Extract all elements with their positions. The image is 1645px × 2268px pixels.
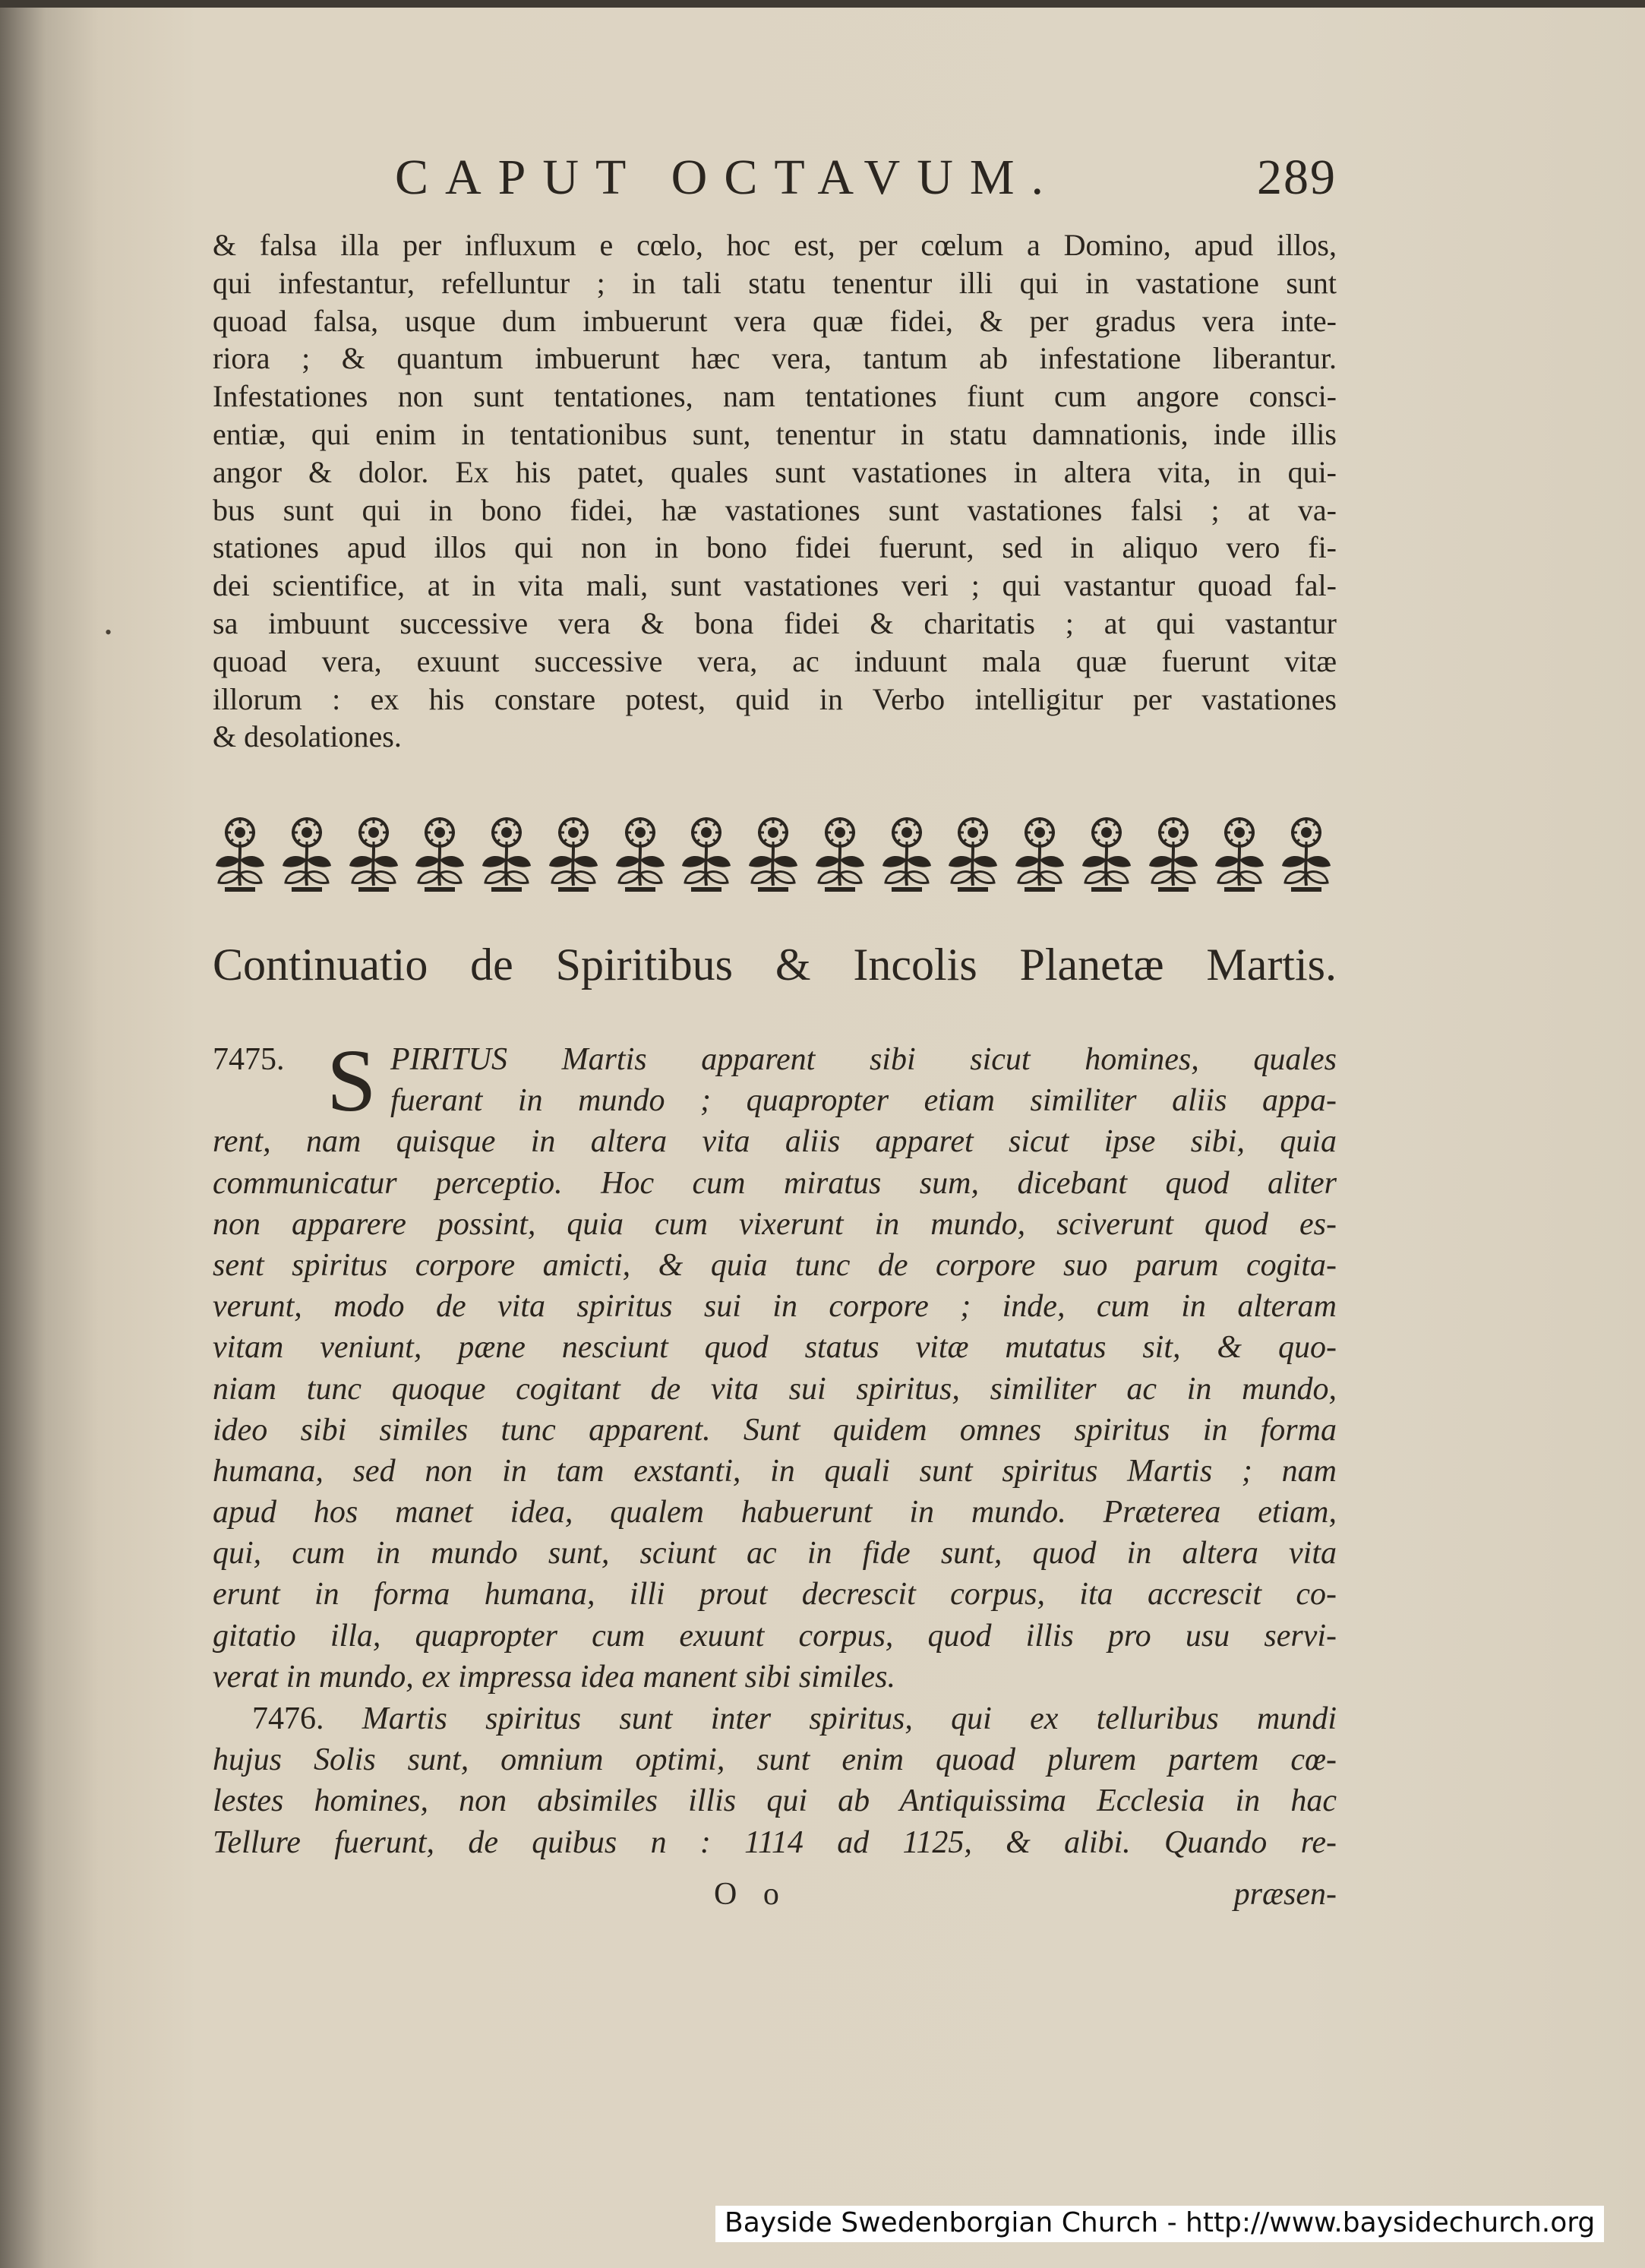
watermark-banner: Bayside Swedenborgian Church - http://www.baysidechurch.org	[715, 2206, 1604, 2242]
text-line: gitatio illa, quapropter cum exuunt corpus, quod illis pro usu servi-	[213, 1618, 1337, 1654]
catchword: præsen-	[1233, 1877, 1337, 1912]
text-line: humana, sed non in tam exstanti, in quali sunt spiritus Martis ; nam	[213, 1453, 1337, 1489]
flower-ornament-icon	[610, 813, 671, 895]
paragraph-number: 7475.	[213, 1042, 285, 1077]
text-line: Martis spiritus sunt inter spiritus, qui ex telluribus mundi	[362, 1701, 1337, 1736]
flower-ornament-icon	[476, 813, 537, 895]
flower-ornament-icon	[810, 813, 870, 895]
text-line: hujus Solis sunt, omnium optimi, sunt enim quoad plurem partem cœ-	[213, 1742, 1337, 1778]
text-line: ideo sibi similes tunc apparent. Sunt quidem omnes spiritus in forma	[213, 1412, 1337, 1448]
text-line: & desolationes.	[213, 719, 402, 754]
text-line: rent, nam quisque in altera vita aliis apparet sicut ipse sibi, quia	[213, 1124, 1337, 1160]
margin-mark: •	[105, 621, 112, 643]
flower-ornament-icon	[409, 813, 470, 895]
text-line: angor & dolor. Ex his patet, quales sunt vastationes in altera vita, in qui-	[213, 454, 1337, 489]
flower-ornament-icon	[676, 813, 737, 895]
text-line: entiæ, qui enim in tentationibus sunt, tenentur in statu damnationis, inde illis	[213, 416, 1337, 451]
text-line: quoad falsa, usque dum imbuerunt vera quæ fidei, & per gradus vera inte-	[213, 303, 1337, 338]
text-line: quoad vera, exuunt successive vera, ac induunt mala quæ fuerunt vitæ	[213, 643, 1337, 678]
paragraph-number: 7476.	[252, 1701, 324, 1736]
text-line: fuerant in mundo ; quapropter etiam similiter aliis appa-	[390, 1083, 1337, 1119]
signature-mark: O o	[714, 1877, 788, 1912]
paragraph-7476	[213, 1698, 1337, 1863]
text-line: apud hos manet idea, qualem habuerunt in mundo. Præterea etiam,	[213, 1495, 1337, 1530]
flower-ornament-icon	[543, 813, 604, 895]
paragraph-7475	[213, 1031, 1337, 1698]
flower-ornament-icon	[343, 813, 404, 895]
text-line: verunt, modo de vita spiritus sui in corpore ; inde, cum in alteram	[213, 1289, 1337, 1325]
top-text-block	[213, 226, 1337, 756]
flower-ornament-icon	[276, 813, 337, 895]
text-line: stationes apud illos qui non in bono fidei fuerunt, sed in aliquo vero fi-	[213, 530, 1337, 565]
text-line: Tellure fuerunt, de quibus n : 1114 ad 1125, & alibi. Quando re-	[213, 1824, 1337, 1860]
drop-cap: S	[327, 1031, 377, 1130]
text-line: dei scientifice, at in vita mali, sunt vastationes veri ; qui vastantur quoad fal-	[213, 568, 1337, 603]
text-line: lestes homines, non absimiles illis qui ab Antiquissima Ecclesia in hac	[213, 1783, 1337, 1819]
running-head	[395, 149, 1337, 217]
paragraph-first-line	[213, 1698, 1337, 1739]
text-line: sa imbuunt successive vera & bona fidei & charitatis ; at qui vastantur	[213, 605, 1337, 640]
text-line: bus sunt qui in bono fidei, hæ vastationes sunt vastationes falsi ; at va-	[213, 492, 1337, 527]
flower-ornament-icon	[1276, 813, 1337, 895]
text-line: qui, cum in mundo sunt, sciunt ac in fide sunt, quod in altera vita	[213, 1536, 1337, 1571]
text-line: Infestationes non sunt tentationes, nam tentationes fiunt cum angore consci-	[213, 379, 1337, 414]
section-heading: Continuatio de Spiritibus & Incolis Planetæ Martis.	[213, 940, 1337, 990]
text-line: sent spiritus corpore amicti, & quia tunc de corpore suo parum cogita-	[213, 1247, 1337, 1283]
text-line: qui infestantur, refelluntur ; in tali statu tenentur illi qui in vastatione sunt	[213, 265, 1337, 300]
flower-ornament-icon	[1209, 813, 1270, 895]
text-line: illorum : ex his constare potest, quid in Verbo intelligitur per vastationes	[213, 681, 1337, 716]
text-line: niam tunc quoque cogitant de vita sui spiritus, similiter ac in mundo,	[213, 1371, 1337, 1407]
page-top-edge	[0, 0, 1645, 8]
flower-ornament-icon	[1076, 813, 1137, 895]
floral-ornament-band	[210, 811, 1337, 896]
text-line: verat in mundo, ex impressa idea manent sibi similes.	[213, 1659, 896, 1695]
flower-ornament-icon	[210, 813, 270, 895]
text-line: erunt in forma humana, illi prout decrescit corpus, ita accrescit co-	[213, 1577, 1337, 1613]
text-line: PIRITUS Martis apparent sibi sicut homines, quales	[390, 1042, 1337, 1077]
flower-ornament-icon	[876, 813, 937, 895]
text-line: communicatur perceptio. Hoc cum miratus sum, dicebant quod aliter	[213, 1165, 1337, 1201]
chapter-title: CAPUT OCTAVUM.	[395, 150, 1061, 205]
text-line: riora ; & quantum imbuerunt hæc vera, tantum ab infestatione liberantur.	[213, 341, 1337, 376]
flower-ornament-icon	[1009, 813, 1070, 895]
flower-ornament-icon	[1143, 813, 1204, 895]
page-number: 289	[1257, 150, 1337, 205]
flower-ornament-icon	[942, 813, 1003, 895]
text-line: vitam veniunt, pæne nesciunt quod status vitæ mutatus sit, & quo-	[213, 1330, 1337, 1366]
text-line: & falsa illa per influxum e cœlo, hoc est, per cœlum a Domino, apud illos,	[213, 228, 1337, 262]
text-line: non apparere possint, quia cum vixerunt in mundo, sciverunt quod es-	[213, 1206, 1337, 1242]
flower-ornament-icon	[743, 813, 804, 895]
